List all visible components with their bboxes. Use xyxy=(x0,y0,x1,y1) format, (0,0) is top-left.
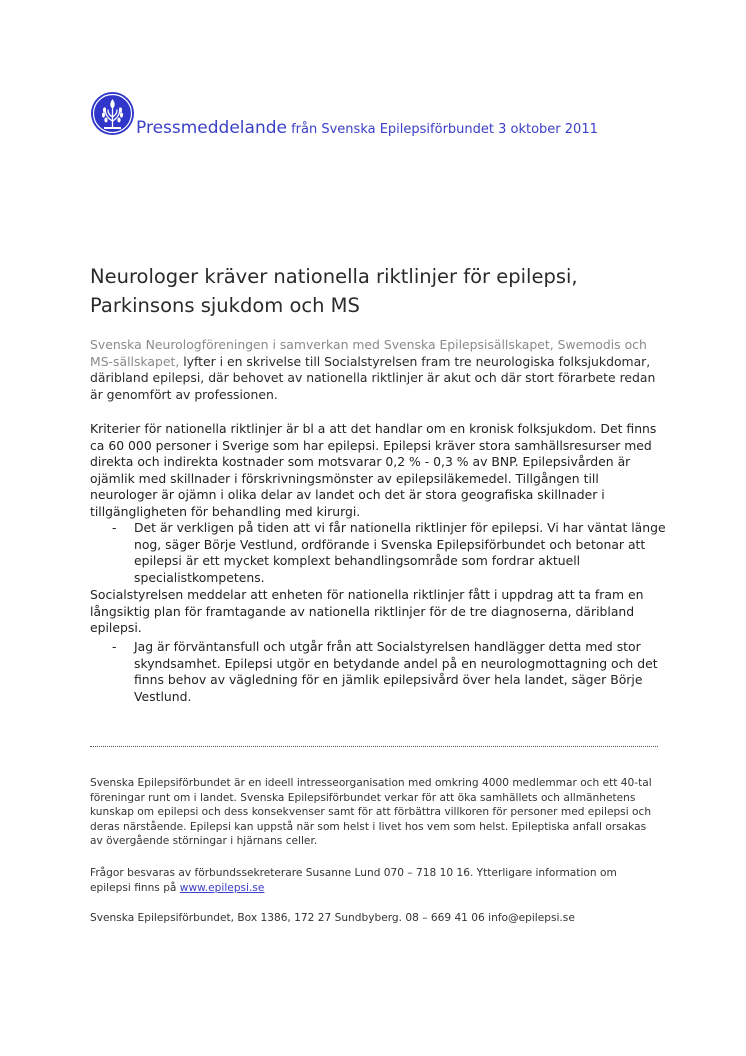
website-link[interactable]: www.epilepsi.se xyxy=(179,881,265,894)
quote-block-2 xyxy=(112,639,672,705)
contact-text: Frågor besvaras av förbundssekreterare Susanne Lund 070 – 718 10 16. Ytterligare information om epilepsi finns på xyxy=(90,867,617,894)
quote-text-1: Det är verkligen på tiden att vi får nationella riktlinjer för epilepsi. Vi har väntat länge nog, säger Börje Vestlund, ordförande i Svenska Epilepsiförbundet och betonar att epilepsi är ett mycket komplext behandlingsområde som fordrar aktuell specialistkompetens. xyxy=(134,520,666,585)
press-release-header xyxy=(136,118,598,138)
intro-lead: Svenska Neurologföreningen i samverkan med Svenska Epilepsisällskapet, Swemodis och MS-sällskapet, xyxy=(90,337,647,369)
dash-bullet: - xyxy=(112,520,117,535)
dash-bullet: - xyxy=(112,639,117,654)
address-line: Svenska Epilepsiförbundet, Box 1386, 172 27 Sundbyberg. 08 – 669 41 06 info@epilepsi.se xyxy=(90,912,575,924)
about-paragraph: Svenska Epilepsiförbundet är en ideell intresseorganisation med omkring 4000 medlemmar och ett 40-tal föreningar runt om i landet. Svenska Epilepsiförbundet verkar för att öka samhällets och allmänhetens kunskap om epilepsi och dess konsekvenser samt för att förbättra villkoren för personer med epilepsi och deras närstående. Epilepsi kan uppstå när som helst i livet hos vem som helst. Epileptiska anfall orsakas av övergående störningar i hjärnans celler. xyxy=(90,777,652,847)
organization-logo xyxy=(90,91,135,136)
header-subtitle: från Svenska Epilepsiförbundet 3 oktober 2011 xyxy=(286,122,598,137)
socialstyrelsen-paragraph: Socialstyrelsen meddelar att enheten för nationella riktlinjer fått i uppdrag att ta fram en långsiktig plan för framtagande av nationella riktlinjer för de tre diagnoserna, däribland epilepsi. xyxy=(90,587,644,635)
criteria-paragraph: Kriterier för nationella riktlinjer är bl a att det handlar om en kronisk folksjukdom. Det finns ca 60 000 personer i Sverige som har epilepsi. Epilepsi kräver stora samhällsresurser med direkta och indirekta kostnader som motsvarar 0,2 % - 0,3 % av BNP. Epilepsivården är ojämlik med skillnader i förskrivningsmönster av epilepsiläkemedel. Tillgången till neurologer är ojämn i olika delar av landet och det är stora geografiska skillnader i tillgängligheten för behandling med kirurgi. xyxy=(90,421,657,519)
header-title: Pressmeddelande xyxy=(136,118,287,138)
headline: Neurologer kräver nationella riktlinjer för epilepsi, Parkinsons sjukdom och MS xyxy=(90,265,578,317)
contact-paragraph xyxy=(90,866,660,895)
intro-rest: lyfter i en skrivelse till Socialstyrelsen fram tre neurologiska folksjukdomar, däribland epilepsi, där behovet av nationella riktlinjer är akut och där stort förarbete redan är genomfört av professionen. xyxy=(90,353,656,402)
quote-text-2: Jag är förväntansfull och utgår från att Socialstyrelsen handlägger detta med stor skyndsamhet. Epilepsi utgör en betydande andel på en neurologmottagning och det finns behov av vägledning för en jämlik epilepsivård över hela landet, säger Börje Vestlund. xyxy=(134,639,658,704)
quote-block-1 xyxy=(112,520,672,586)
dotted-divider xyxy=(90,746,658,747)
intro-paragraph xyxy=(90,337,660,403)
